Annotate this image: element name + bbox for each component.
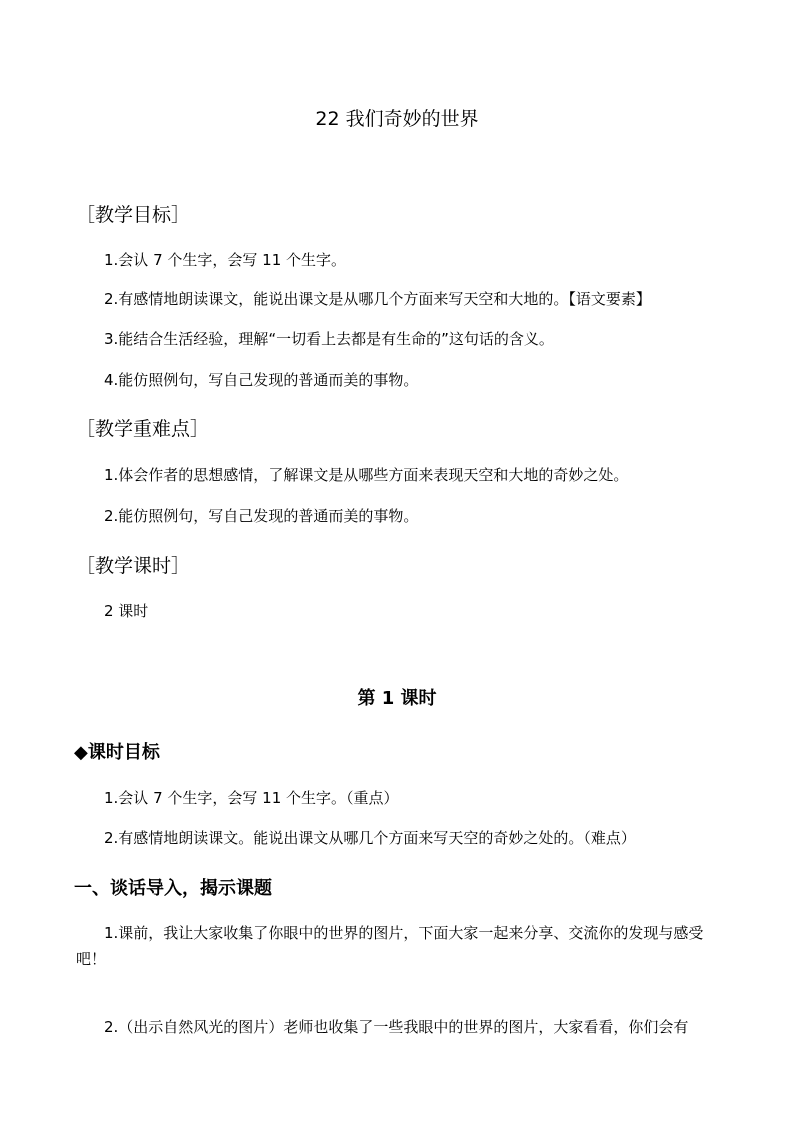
difficulty-item: 2.能仿照例句，写自己发现的普通而美的事物。 [104, 507, 419, 525]
lesson-title: 第 1 课时 [357, 688, 437, 709]
class-hours-value: 2 课时 [104, 602, 149, 620]
difficulty-item: 1.体会作者的思想感情，了解课文是从哪些方面来表现天空和大地的奇妙之处。 [104, 466, 629, 484]
section-heading-teaching-goals: ［教学目标］ [76, 204, 191, 226]
section-heading-class-hours: ［教学课时］ [76, 555, 191, 577]
goal-item: 1.会认 7 个生字，会写 11 个生字。 [104, 251, 347, 269]
goal-item: 2.有感情地朗读课文，能说出课文是从哪几个方面来写天空和大地的。【语文要素】 [104, 290, 651, 308]
lesson-goal-item: 2.有感情地朗读课文。能说出课文从哪几个方面来写天空的奇妙之处的。（难点） [104, 829, 636, 847]
lesson-goals-heading: ◆课时目标 [74, 742, 160, 763]
section-heading-key-difficulties: ［教学重难点］ [76, 418, 210, 440]
document-title: 22 我们奇妙的世界 [315, 108, 479, 130]
part-one-heading: 一、谈话导入，揭示课题 [74, 878, 272, 899]
goal-item: 4.能仿照例句，写自己发现的普通而美的事物。 [104, 371, 419, 389]
lesson-goal-item: 1.会认 7 个生字，会写 11 个生字。（重点） [104, 789, 399, 807]
paragraph: 1.课前，我让大家收集了你眼中的世界的图片，下面大家一起来分享、交流你的发现与感受吧！ [76, 924, 704, 968]
goal-item: 3.能结合生活经验，理解“一切看上去都是有生命的”这句话的含义。 [104, 330, 554, 348]
paragraph: 2.（出示自然风光的图片）老师也收集了一些我眼中的世界的图片，大家看看，你们会有 [104, 1018, 689, 1036]
